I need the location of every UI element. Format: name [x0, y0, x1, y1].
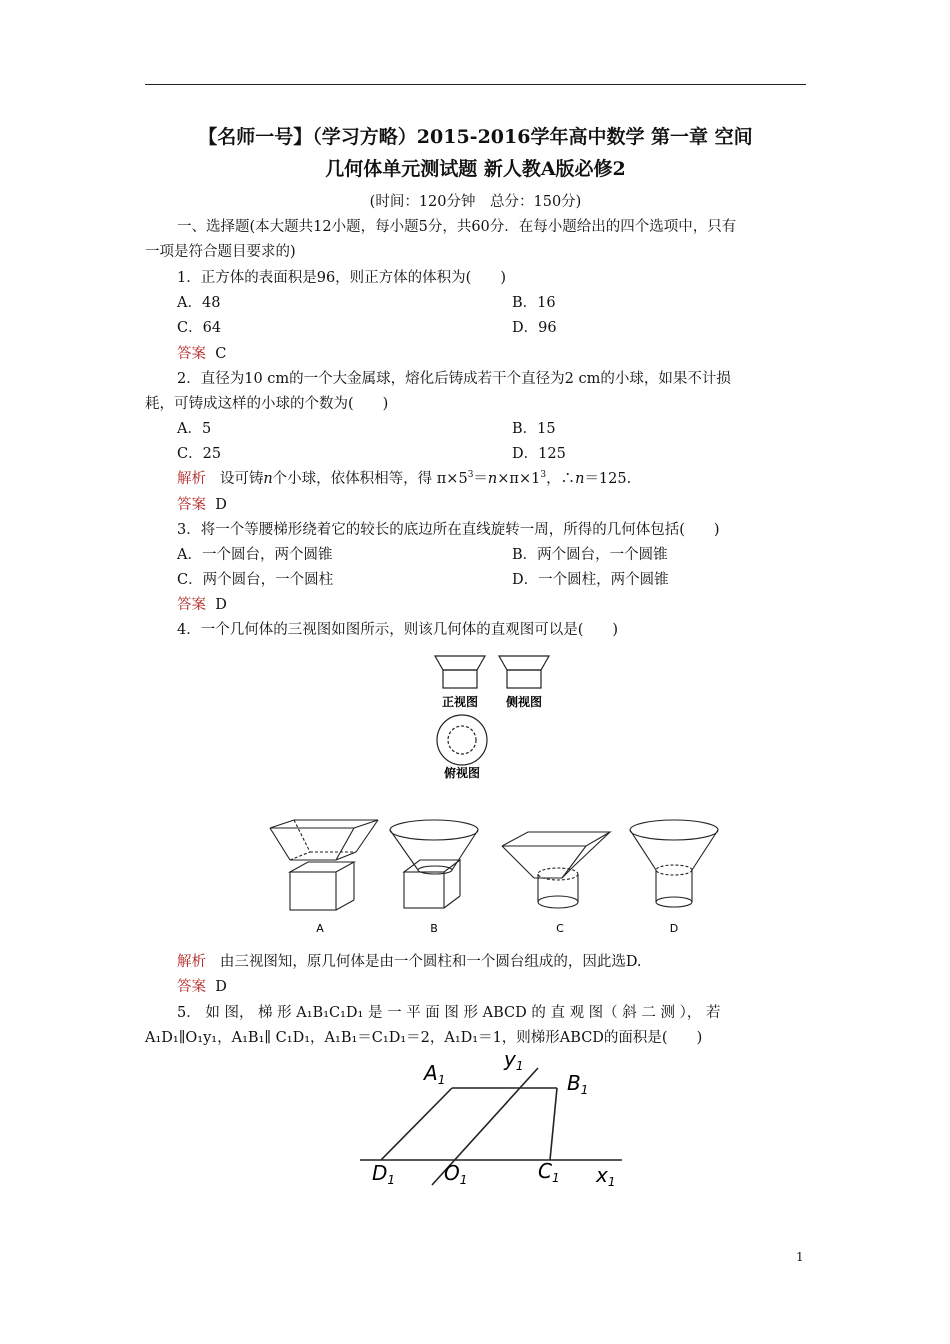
q4-analysis [177, 950, 642, 971]
section-heading-line2: 一项是符合题目要求的) [145, 244, 296, 260]
option-c-solid [502, 832, 610, 908]
front-view-rect [443, 670, 477, 688]
label-d1: $D_1$ [372, 1161, 396, 1187]
q3-option-a: A．一个圆台，两个圆锥 [177, 547, 333, 563]
q2-option-b: B．15 [512, 421, 556, 437]
label-x1: $x_1$ [596, 1163, 616, 1189]
var-n: n [575, 471, 585, 487]
doc-title-line1: 【名师一号】（学习方略）2015-2016学年高中数学 第一章 空间 [198, 126, 753, 148]
analysis-text: 个小球，依体积相等，得 π×5 [272, 471, 468, 487]
front-view-trapezoid [435, 656, 485, 670]
page-number: 1 [796, 1250, 804, 1264]
analysis-text: 由三视图知，原几何体是由一个圆柱和一个圆台组成的，因此选D. [219, 954, 642, 970]
side-view-label: 侧视图 [505, 695, 543, 709]
analysis-text: ＝ [473, 471, 488, 487]
front-view-label: 正视图 [441, 695, 479, 709]
analysis-label: 解析 [177, 954, 206, 970]
option-a-label: A [316, 922, 324, 935]
q5-stem-line1: 5． 如 图， 梯 形 A₁B₁C₁D₁ 是 一 平 面 图 形 ABCD 的 直 观 图（ 斜 二 测 ）， 若 [177, 1005, 721, 1021]
side-b1c1 [550, 1088, 557, 1160]
q2-option-d: D．125 [512, 446, 566, 462]
option-a-solid [270, 820, 378, 910]
q1-option-d: D．96 [512, 320, 557, 336]
q4-answer [177, 975, 227, 996]
answer-label: 答案 [177, 497, 206, 513]
answer-value: D [215, 979, 227, 995]
q1-option-a: A．48 [177, 295, 221, 311]
label-a1: $A_1$ [424, 1061, 446, 1087]
q3-option-d: D．一个圆柱，两个圆锥 [512, 572, 669, 588]
analysis-text: 设可铸 [219, 471, 264, 487]
exam-meta: (时间：120分钟 总分：150分) [369, 194, 582, 210]
var-n: n [263, 471, 273, 487]
q2-answer [177, 493, 227, 514]
analysis-text: ，∴ [546, 471, 576, 487]
analysis-text: ＝125. [584, 471, 632, 487]
q3-stem: 3．将一个等腰梯形绕着它的较长的底边所在直线旋转一周，所得的几何体包括( ) [177, 522, 720, 538]
label-o1: $O_1$ [444, 1161, 468, 1187]
q2-stem-line1: 2．直径为10 cm的一个大金属球，熔化后铸成若干个直径为2 cm的小球，如果不计损 [177, 371, 731, 387]
answer-label: 答案 [177, 346, 206, 362]
q1-option-c: C．64 [177, 320, 222, 336]
q5-stem-line2: A₁D₁∥O₁y₁，A₁B₁∥ C₁D₁，A₁B₁＝C₁D₁＝2，A₁D₁＝1，则梯形ABCD的面积是( ) [145, 1030, 703, 1046]
answer-value: D [215, 597, 227, 613]
header-rule [145, 84, 806, 85]
side-view-trapezoid [499, 656, 549, 670]
option-d-solid [630, 820, 718, 907]
analysis-text: ×π×1 [497, 471, 541, 487]
q4-options-figure [262, 812, 724, 937]
section-heading-line1: 一、选择题(本大题共12小题，每小题5分，共60分．在每小题给出的四个选项中，只有 [177, 219, 737, 235]
top-view-outer-circle [437, 715, 487, 765]
answer-value: C [215, 346, 227, 362]
trapezoid-figure [360, 1050, 630, 1195]
q2-option-c: C．25 [177, 446, 222, 462]
q3-option-b: B．两个圆台，一个圆锥 [512, 547, 668, 563]
q2-stem-line2: 耗，可铸成这样的小球的个数为( ) [145, 396, 389, 412]
side-a1d1 [381, 1088, 452, 1160]
q1-answer [177, 342, 226, 363]
label-b1: $B_1$ [567, 1071, 589, 1097]
q3-answer [177, 593, 227, 614]
top-view-label: 俯视图 [443, 766, 481, 780]
q1-stem: 1．正方体的表面积是96，则正方体的体积为( ) [177, 270, 506, 286]
label-c1: $C_1$ [538, 1159, 560, 1185]
answer-value: D [215, 497, 227, 513]
exponent: 3 [540, 470, 547, 480]
option-c-label: C [556, 922, 564, 935]
q3-option-c: C．两个圆台，一个圆柱 [177, 572, 334, 588]
analysis-label: 解析 [177, 471, 206, 487]
label-y1: $y_1$ [504, 1050, 524, 1073]
exponent: 3 [467, 470, 474, 480]
answer-label: 答案 [177, 597, 206, 613]
answer-label: 答案 [177, 979, 206, 995]
top-view-inner-circle [448, 726, 476, 754]
option-b-solid [390, 820, 478, 908]
option-d-label: D [669, 922, 679, 935]
option-b-label: B [430, 922, 438, 935]
side-view-rect [507, 670, 541, 688]
q2-analysis [177, 467, 631, 488]
q1-option-b: B．16 [512, 295, 556, 311]
doc-title-line2: 几何体单元测试题 新人教A版必修2 [325, 158, 626, 180]
q4-stem: 4．一个几何体的三视图如图所示，则该几何体的直观图可以是( ) [177, 622, 619, 638]
var-n: n [487, 471, 498, 487]
q2-option-a: A．5 [177, 421, 212, 437]
three-views-figure [425, 650, 555, 782]
